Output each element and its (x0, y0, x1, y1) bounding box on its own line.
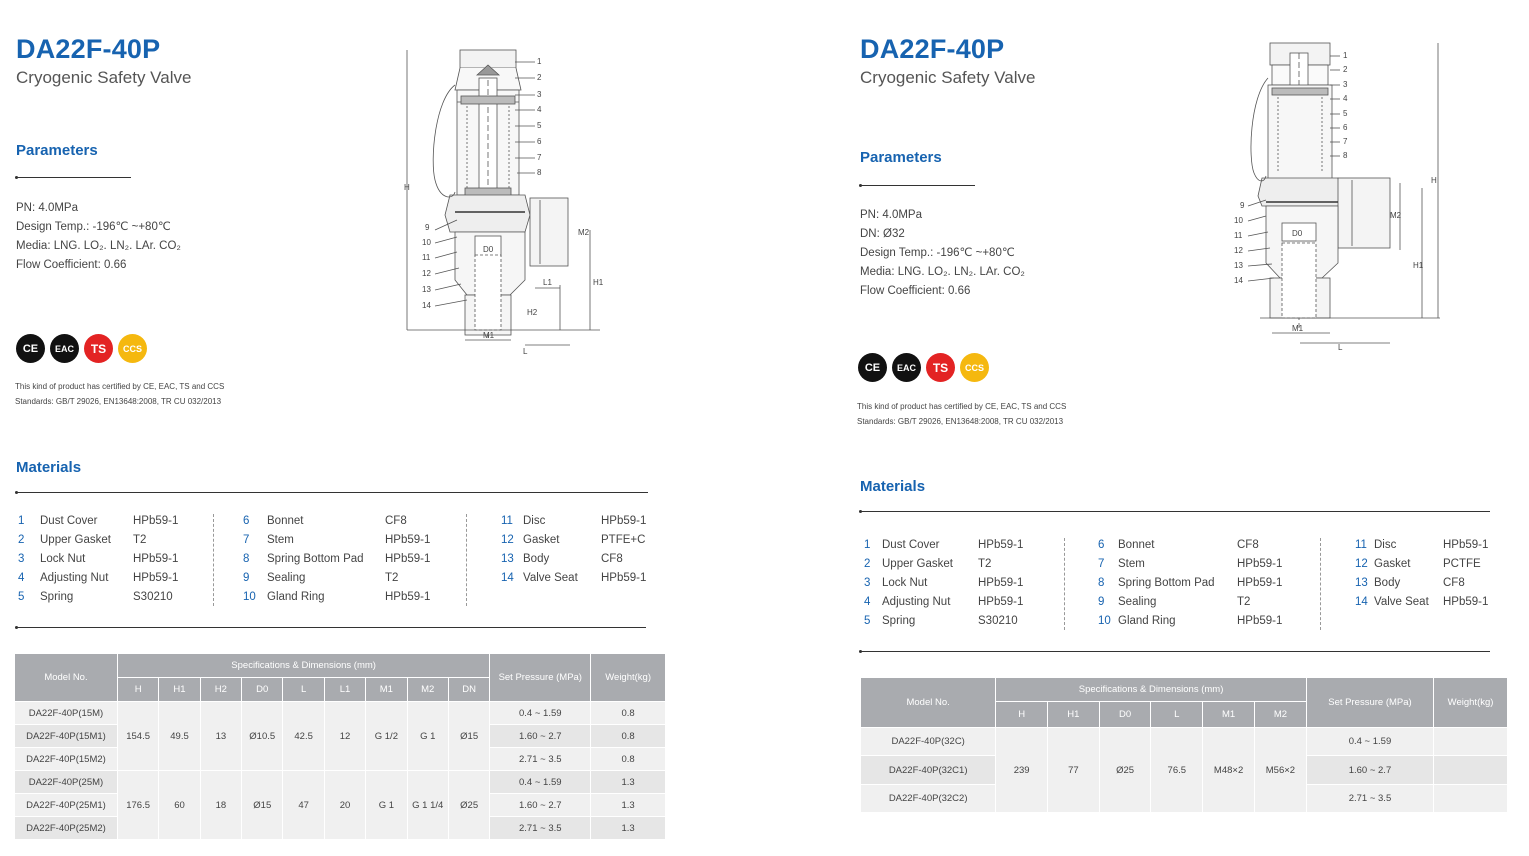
valve-drawing (1230, 38, 1450, 356)
materials-rule-top (860, 511, 1490, 512)
text-label: 9 (243, 572, 250, 584)
ccs-badge-icon: CCS (118, 334, 147, 363)
text-label: Sealing (1118, 596, 1157, 608)
text-label: 239 (996, 728, 1048, 813)
text-label: S30210 (978, 615, 1018, 627)
param-temp: Design Temp.: -196℃ ~+80℃ (16, 221, 171, 233)
text-label: 6 (537, 137, 542, 146)
ts-badge-icon: TS (926, 353, 955, 382)
text-label: HPb59-1 (385, 553, 431, 565)
text-label: 7 (537, 153, 542, 162)
dim-header: M1 (1203, 702, 1255, 728)
product-subtitle: Cryogenic Safety Valve (860, 68, 1036, 87)
text-label: Ø10.5 (242, 702, 283, 771)
valve-drawing (395, 40, 615, 358)
text-label: HPb59-1 (978, 577, 1024, 589)
material-row (864, 593, 1064, 612)
material-row (501, 550, 661, 569)
dim-header: L (1151, 702, 1203, 728)
text-label: Body (523, 553, 550, 565)
dim-header: D0 (242, 678, 283, 702)
spec-table (860, 677, 1508, 813)
text-label: 1.3 (591, 771, 666, 794)
material-row (1098, 593, 1318, 612)
text-label: HPb59-1 (133, 553, 179, 565)
text-label: Stem (267, 534, 294, 546)
text-label: Gland Ring (267, 591, 325, 603)
standards-text: Standards: GB/T 29026, EN13648:2008, TR CU 032/2013 (15, 397, 222, 406)
model-header: Model No. (15, 654, 118, 702)
text-label: 1.3 (591, 817, 666, 840)
material-row (864, 555, 1064, 574)
column-divider (213, 514, 214, 606)
text-label: 2 (864, 558, 871, 570)
text-label: Lock Nut (882, 577, 928, 589)
text-label: 10 (1234, 216, 1243, 225)
text-label: 20 (324, 771, 365, 840)
material-row (1098, 574, 1318, 593)
text-label: H (404, 183, 410, 192)
text-label: CF8 (1443, 577, 1465, 589)
text-label: 0.4 ~ 1.59 (490, 771, 591, 794)
text-label: 3 (537, 90, 542, 99)
text-label: 13 (501, 553, 514, 565)
text-label: Spring (882, 615, 916, 627)
text-label: HPb59-1 (978, 596, 1024, 608)
text-label: L (523, 347, 528, 356)
text-label: 60 (159, 771, 200, 840)
text-label: 13 (1355, 577, 1368, 589)
text-label: 14 (1234, 276, 1243, 285)
text-label: 9 (1098, 596, 1105, 608)
material-row (18, 588, 218, 607)
text-label: Gland Ring (1118, 615, 1176, 627)
material-row (1098, 612, 1318, 631)
material-row (864, 574, 1064, 593)
text-label: 8 (1098, 577, 1105, 589)
text-label: T2 (1237, 596, 1251, 608)
material-row (1355, 593, 1515, 612)
text-label: 5 (864, 615, 871, 627)
text-label: 3 (18, 553, 25, 565)
text-label: M1 (1292, 324, 1304, 333)
column-divider (1320, 538, 1321, 630)
text-label: 2.71 ~ 3.5 (490, 817, 591, 840)
material-row (501, 512, 661, 531)
ts-badge-icon: TS (84, 334, 113, 363)
material-row (243, 531, 473, 550)
text-label: Valve Seat (1374, 596, 1429, 608)
text-label: 11 (1355, 539, 1367, 551)
param-pn: PN: 4.0MPa (860, 209, 922, 221)
text-label: 11 (1234, 231, 1243, 240)
text-label: 1 (18, 515, 25, 527)
text-label: HPb59-1 (601, 572, 647, 584)
text-label: CF8 (1237, 539, 1259, 551)
standards-text: Standards: GB/T 29026, EN13648:2008, TR CU 032/2013 (857, 417, 1064, 426)
text-label: M56×2 (1255, 728, 1307, 813)
text-label: 2 (18, 534, 25, 546)
text-label: 12 (324, 702, 365, 771)
text-label: Spring Bottom Pad (1118, 577, 1215, 589)
table-row (15, 702, 666, 725)
text-label: Lock Nut (40, 553, 86, 565)
text-label: D0 (1292, 229, 1303, 238)
dim-header: H2 (200, 678, 241, 702)
parameters-heading: Parameters (860, 149, 942, 166)
text-label: HPb59-1 (385, 534, 431, 546)
text-label: 9 (425, 223, 430, 232)
text-label: Spring (40, 591, 74, 603)
param-media: Media: LNG. LO₂. LN₂. LAr. CO₂ (16, 240, 181, 252)
text-label: 49.5 (159, 702, 200, 771)
text-label: Ø25 (1099, 728, 1151, 813)
text-label: Sealing (267, 572, 306, 584)
text-label: G 1/2 (366, 702, 407, 771)
text-label: 18 (200, 771, 241, 840)
material-row (243, 512, 473, 531)
text-label: Ø15 (242, 771, 283, 840)
spec-header: Specifications & Dimensions (mm) (117, 654, 489, 678)
spec-table (14, 653, 666, 840)
material-row (1355, 555, 1515, 574)
param-flow: Flow Coefficient: 0.66 (860, 285, 971, 297)
text-label: 11 (501, 515, 513, 527)
material-row (243, 588, 473, 607)
text-label: Dust Cover (882, 539, 940, 551)
text-label: 1.60 ~ 2.7 (490, 794, 591, 817)
materials-rule-top (16, 492, 648, 493)
text-label: 14 (501, 572, 514, 584)
text-label: DA22F-40P(32C1) (861, 756, 996, 785)
parameters-heading: Parameters (16, 142, 98, 159)
text-label: Valve Seat (523, 572, 578, 584)
material-row (18, 512, 218, 531)
model-header: Model No. (861, 678, 996, 728)
text-label: L (1338, 343, 1343, 352)
text-label: 6 (1343, 123, 1348, 132)
text-label: 2.71 ~ 3.5 (1306, 785, 1433, 813)
param-flow: Flow Coefficient: 0.66 (16, 259, 127, 271)
text-label: HPb59-1 (1237, 577, 1283, 589)
text-label: 10 (1098, 615, 1111, 627)
param-temp: Design Temp.: -196℃ ~+80℃ (860, 247, 1015, 259)
materials-list (18, 512, 658, 612)
text-label: Ø25 (448, 771, 489, 840)
text-label: HPb59-1 (385, 591, 431, 603)
text-label: 13 (200, 702, 241, 771)
text-label: 13 (422, 285, 431, 294)
text-label: H (1431, 176, 1437, 185)
material-row (501, 531, 661, 550)
text-label: 4 (864, 596, 871, 608)
certification-note (15, 379, 224, 409)
text-label: 6 (243, 515, 250, 527)
text-label: 2 (1343, 65, 1348, 74)
dim-header: H1 (159, 678, 200, 702)
text-label: 1 (864, 539, 871, 551)
text-label (1434, 756, 1508, 785)
text-label: M48×2 (1203, 728, 1255, 813)
text-label: PTFE+C (601, 534, 646, 546)
cert-note-text: This kind of product has certified by CE, EAC, TS and CCS (857, 402, 1067, 411)
text-label: 9 (1240, 201, 1245, 210)
parameters-list (860, 206, 1025, 301)
dim-header: M1 (366, 678, 407, 702)
text-label: Upper Gasket (40, 534, 111, 546)
right-datasheet (760, 0, 1529, 856)
text-label: 42.5 (283, 702, 324, 771)
text-label: H1 (593, 278, 604, 287)
product-title: DA22F-40P (860, 34, 1005, 64)
text-label: HPb59-1 (1237, 615, 1283, 627)
text-label: T2 (133, 534, 147, 546)
text-label: Bonnet (1118, 539, 1155, 551)
text-label: HPb59-1 (601, 515, 647, 527)
text-label: M1 (483, 331, 495, 340)
text-label: Gasket (523, 534, 560, 546)
column-divider (466, 514, 467, 606)
text-label: 154.5 (117, 702, 158, 771)
material-row (1098, 555, 1318, 574)
text-label: 3 (1343, 80, 1348, 89)
text-label: 13 (1234, 261, 1243, 270)
text-label: DA22F-40P(15M2) (15, 748, 118, 771)
text-label: DA22F-40P(32C2) (861, 785, 996, 813)
text-label: 14 (1355, 596, 1368, 608)
text-label: 8 (243, 553, 250, 565)
text-label: 0.8 (591, 725, 666, 748)
text-label: 11 (422, 253, 431, 262)
text-label: 4 (18, 572, 25, 584)
materials-heading: Materials (860, 478, 926, 495)
text-label: 10 (243, 591, 256, 603)
text-label: D0 (483, 245, 494, 254)
dim-header: H (996, 702, 1048, 728)
text-label: 176.5 (117, 771, 158, 840)
text-label: HPb59-1 (1443, 539, 1489, 551)
text-label: 5 (537, 121, 542, 130)
dim-header: M2 (1255, 702, 1307, 728)
text-label: Disc (523, 515, 546, 527)
text-label: 1.60 ~ 2.7 (490, 725, 591, 748)
text-label (1434, 728, 1508, 756)
text-label: 2.71 ~ 3.5 (490, 748, 591, 771)
column-divider (1064, 538, 1065, 630)
material-row (864, 612, 1064, 631)
materials-list (864, 536, 1504, 636)
cert-note-text: This kind of product has certified by CE, EAC, TS and CCS (15, 382, 225, 391)
material-row (18, 531, 218, 550)
dim-header: DN (448, 678, 489, 702)
certification-badges (858, 353, 989, 382)
text-label: 4 (537, 105, 542, 114)
material-row (243, 550, 473, 569)
text-label: Adjusting Nut (40, 572, 109, 584)
text-label: 12 (1234, 246, 1243, 255)
text-label: 1.3 (591, 794, 666, 817)
text-label: 1 (537, 57, 542, 66)
text-label: DA22F-40P(15M1) (15, 725, 118, 748)
dim-header: L1 (324, 678, 365, 702)
param-dn: DN: Ø32 (860, 228, 905, 240)
dim-header: M2 (407, 678, 448, 702)
materials-rule-bottom (860, 651, 1490, 652)
text-label: DA22F-40P(25M1) (15, 794, 118, 817)
text-label: DA22F-40P(25M2) (15, 817, 118, 840)
text-label: 77 (1048, 728, 1100, 813)
text-label: T2 (385, 572, 399, 584)
text-label: DA22F-40P(25M) (15, 771, 118, 794)
text-label: Ø15 (448, 702, 489, 771)
text-label: Disc (1374, 539, 1397, 551)
weight-header: Weight(kg) (1434, 678, 1508, 728)
text-label: 4 (1343, 94, 1348, 103)
text-label: 7 (1098, 558, 1105, 570)
product-subtitle: Cryogenic Safety Valve (16, 68, 192, 87)
text-label: 1.60 ~ 2.7 (1306, 756, 1433, 785)
text-label: T2 (978, 558, 992, 570)
text-label: HPb59-1 (978, 539, 1024, 551)
text-label: 76.5 (1151, 728, 1203, 813)
text-label: 0.8 (591, 702, 666, 725)
text-label: 0.4 ~ 1.59 (1306, 728, 1433, 756)
text-label: 7 (1343, 137, 1348, 146)
eac-badge-icon: EAC (50, 334, 79, 363)
material-row (501, 569, 661, 588)
table-row (15, 771, 666, 794)
text-label: 8 (1343, 151, 1348, 160)
text-label: 12 (1355, 558, 1368, 570)
text-label: Stem (1118, 558, 1145, 570)
text-label: HPb59-1 (133, 572, 179, 584)
ce-badge-icon: CE (16, 334, 45, 363)
text-label: 7 (243, 534, 250, 546)
text-label: PCTFE (1443, 558, 1481, 570)
text-label: Spring Bottom Pad (267, 553, 364, 565)
eac-badge-icon: EAC (892, 353, 921, 382)
text-label: HPb59-1 (1443, 596, 1489, 608)
material-row (864, 536, 1064, 555)
dim-header: H (117, 678, 158, 702)
text-label: H1 (1413, 261, 1424, 270)
ce-badge-icon: CE (858, 353, 887, 382)
text-label: DA22F-40P(15M) (15, 702, 118, 725)
text-label: Dust Cover (40, 515, 98, 527)
left-datasheet (0, 0, 760, 856)
text-label: L1 (543, 278, 552, 287)
dim-header: L (283, 678, 324, 702)
parameters-rule (860, 185, 975, 186)
text-label: 12 (501, 534, 514, 546)
material-row (18, 569, 218, 588)
text-label: Gasket (1374, 558, 1411, 570)
text-label: 10 (422, 238, 431, 247)
text-label: 12 (422, 269, 431, 278)
dim-header: D0 (1099, 702, 1151, 728)
materials-heading: Materials (16, 459, 82, 476)
text-label: 0.8 (591, 748, 666, 771)
pressure-header: Set Pressure (MPa) (490, 654, 591, 702)
material-row (243, 569, 473, 588)
certification-badges (16, 334, 147, 363)
text-label: S30210 (133, 591, 173, 603)
text-label: CF8 (385, 515, 407, 527)
text-label: 3 (864, 577, 871, 589)
text-label (1434, 785, 1508, 813)
text-label: H2 (527, 308, 538, 317)
text-label: 6 (1098, 539, 1105, 551)
text-label: M2 (578, 228, 590, 237)
text-label: Upper Gasket (882, 558, 953, 570)
text-label: G 1 (407, 702, 448, 771)
text-label: Adjusting Nut (882, 596, 951, 608)
certification-note (857, 399, 1066, 429)
text-label: 0.4 ~ 1.59 (490, 702, 591, 725)
material-row (1355, 536, 1515, 555)
text-label: HPb59-1 (1237, 558, 1283, 570)
parameters-rule (16, 177, 131, 178)
parameters-list (16, 199, 181, 275)
dim-header: H1 (1048, 702, 1100, 728)
text-label: HPb59-1 (133, 515, 179, 527)
weight-header: Weight(kg) (591, 654, 666, 702)
materials-rule-bottom (16, 627, 646, 628)
text-label: Body (1374, 577, 1401, 589)
table-row (861, 728, 1508, 756)
text-label: 47 (283, 771, 324, 840)
material-row (1355, 574, 1515, 593)
material-row (1098, 536, 1318, 555)
text-label: 1 (1343, 51, 1348, 60)
param-pn: PN: 4.0MPa (16, 202, 78, 214)
text-label: 2 (537, 73, 542, 82)
param-media: Media: LNG. LO₂. LN₂. LAr. CO₂ (860, 266, 1025, 278)
text-label: G 1 1/4 (407, 771, 448, 840)
spec-header: Specifications & Dimensions (mm) (996, 678, 1307, 702)
text-label: DA22F-40P(32C) (861, 728, 996, 756)
ccs-badge-icon: CCS (960, 353, 989, 382)
text-label: 8 (537, 168, 542, 177)
text-label: M2 (1390, 211, 1402, 220)
product-title: DA22F-40P (16, 34, 161, 64)
material-row (18, 550, 218, 569)
text-label: G 1 (366, 771, 407, 840)
text-label: 14 (422, 301, 431, 310)
text-label: CF8 (601, 553, 623, 565)
pressure-header: Set Pressure (MPa) (1306, 678, 1433, 728)
text-label: 5 (18, 591, 25, 603)
text-label: Bonnet (267, 515, 304, 527)
text-label: 5 (1343, 109, 1348, 118)
